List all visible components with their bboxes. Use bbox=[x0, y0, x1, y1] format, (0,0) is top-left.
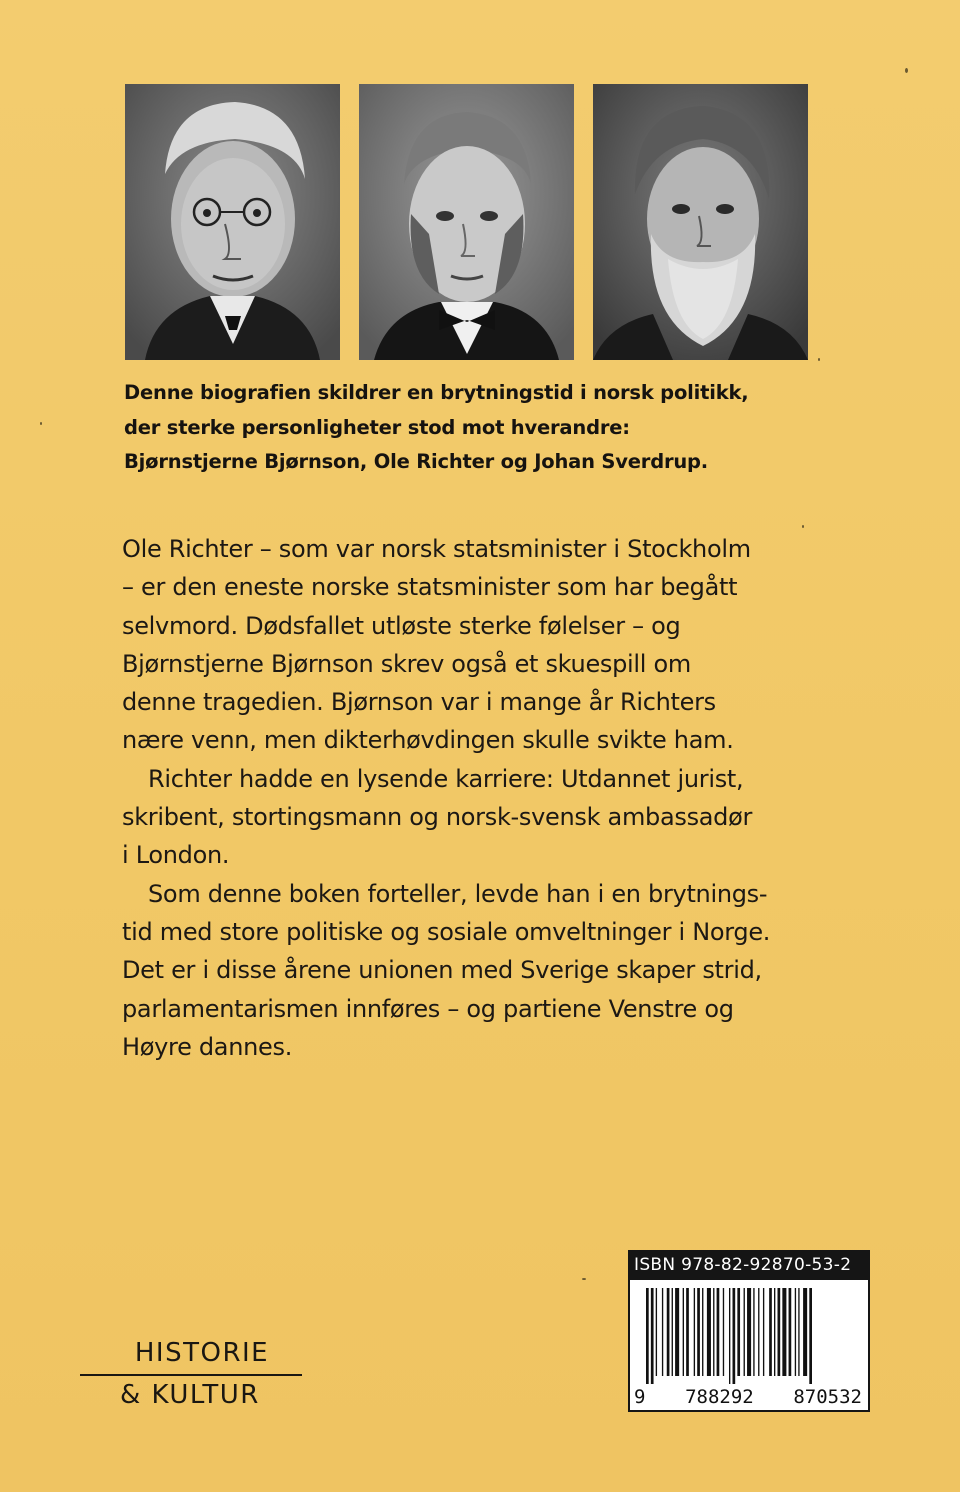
barcode-bar bbox=[723, 1288, 724, 1376]
isbn-label: ISBN 978-82-92870-53-2 bbox=[628, 1250, 870, 1280]
blurb-line: Bjørnstjerne Bjørnson skrev også et skuespill om bbox=[122, 649, 691, 678]
barcode-bar bbox=[694, 1288, 695, 1376]
blurb-text bbox=[122, 530, 842, 1066]
barcode-bar bbox=[769, 1288, 772, 1376]
blurb-line: Som denne boken forteller, levde han i en brytnings- bbox=[148, 879, 768, 908]
blurb-line: Richter hadde en lysende karriere: Utdannet jurist, bbox=[148, 764, 744, 793]
blurb-line: – er den eneste norske statsminister som har begått bbox=[122, 573, 738, 602]
barcode-bar bbox=[798, 1288, 799, 1376]
blurb-line: selvmord. Dødsfallet utløste sterke følelser – og bbox=[122, 611, 681, 640]
barcode-bar bbox=[707, 1288, 711, 1376]
imprint-line-historie: HISTORIE bbox=[80, 1338, 302, 1376]
barcode-bar bbox=[686, 1288, 689, 1376]
blurb-line: Ole Richter – som var norsk statsminister i Stockholm bbox=[122, 535, 751, 563]
blurb-line: tid med store politiske og sosiale omveltninger i Norge. bbox=[122, 917, 771, 946]
barcode-bar bbox=[809, 1288, 812, 1384]
print-speck bbox=[818, 358, 820, 361]
print-speck bbox=[582, 1278, 586, 1280]
isbn-barcode-block bbox=[628, 1250, 870, 1412]
blurb-line: Høyre dannes. bbox=[122, 1032, 293, 1061]
barcode-bar bbox=[747, 1288, 751, 1376]
barcode-bar bbox=[737, 1288, 740, 1376]
barcode-bar bbox=[713, 1288, 714, 1376]
barcode-digits bbox=[634, 1386, 862, 1408]
barcode-bar bbox=[778, 1288, 781, 1376]
barcode-bar bbox=[763, 1288, 764, 1376]
imprint-line-kultur: & KULTUR bbox=[120, 1380, 260, 1410]
barcode-bar bbox=[667, 1288, 670, 1376]
barcode-bar bbox=[774, 1288, 775, 1376]
barcode-bar bbox=[683, 1288, 684, 1376]
blurb-line: nære venn, men dikterhøvdingen skulle svikte ham. bbox=[122, 726, 734, 755]
barcode-bar bbox=[733, 1288, 736, 1384]
caption-line: Bjørnstjerne Bjørnson, Ole Richter og Johan Sverdrup. bbox=[124, 450, 709, 473]
portrait-richter bbox=[359, 84, 574, 360]
portrait-sverdrup-image bbox=[593, 84, 808, 360]
barcode bbox=[628, 1280, 870, 1412]
blurb-line: i London. bbox=[122, 841, 230, 870]
barcode-bar bbox=[672, 1288, 673, 1376]
barcode-bar bbox=[744, 1288, 745, 1376]
barcode-bar bbox=[662, 1288, 663, 1376]
barcode-bar bbox=[656, 1288, 657, 1376]
barcode-bar bbox=[646, 1288, 649, 1384]
barcode-bar bbox=[803, 1288, 807, 1376]
barcode-bar bbox=[795, 1288, 796, 1376]
barcode-digit-group-left: 788292 bbox=[685, 1386, 754, 1408]
caption-line: Denne biografien skildrer en brytningstid i norsk politikk, bbox=[124, 381, 749, 404]
barcode-bar bbox=[789, 1288, 792, 1376]
barcode-bar bbox=[717, 1288, 720, 1376]
portrait-bjornson bbox=[125, 84, 340, 360]
portrait-richter-image bbox=[359, 84, 574, 360]
barcode-bar bbox=[782, 1288, 786, 1376]
blurb-line: skribent, stortingsmann og norsk-svensk ambassadør bbox=[122, 803, 753, 832]
blurb-line: denne tragedien. Bjørnson var i mange år Richters bbox=[122, 688, 716, 717]
barcode-bar bbox=[651, 1288, 654, 1384]
barcode-bar bbox=[675, 1288, 679, 1376]
barcode-digit-lead: 9 bbox=[634, 1386, 646, 1408]
portrait-bjornson-image bbox=[125, 84, 340, 360]
print-speck bbox=[40, 422, 42, 425]
barcode-bar bbox=[729, 1288, 730, 1384]
print-speck bbox=[905, 68, 908, 73]
blurb-line: Det er i disse årene unionen med Sverige skaper strid, bbox=[122, 956, 762, 985]
portrait-sverdrup bbox=[593, 84, 808, 360]
barcode-bar bbox=[753, 1288, 754, 1376]
caption-line: der sterke personligheter stod mot hverandre: bbox=[124, 415, 630, 439]
publisher-imprint bbox=[80, 1338, 302, 1410]
barcode-bar bbox=[758, 1288, 759, 1376]
cover-caption bbox=[124, 376, 844, 480]
print-speck bbox=[802, 525, 804, 528]
barcode-digit-group-right: 870532 bbox=[793, 1386, 862, 1408]
barcode-bar bbox=[697, 1288, 700, 1376]
barcode-bars bbox=[630, 1280, 868, 1384]
barcode-bar bbox=[702, 1288, 703, 1376]
blurb-line: parlamentarismen innføres – og partiene Venstre og bbox=[122, 994, 734, 1023]
